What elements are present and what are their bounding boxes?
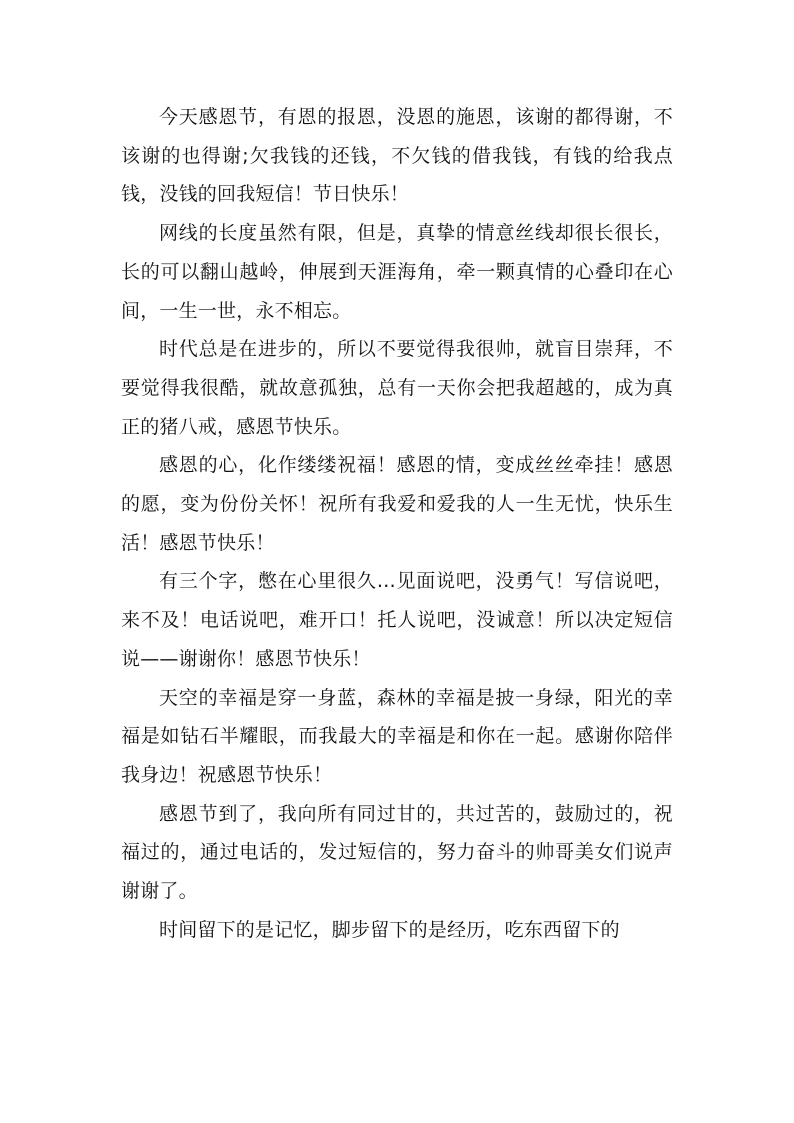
paragraph: 天空的幸福是穿一身蓝，森林的幸福是披一身绿，阳光的幸福是如钻石半耀眼，而我最大的幸福是和你在一起。感谢你陪伴我身边！祝感恩节快乐！ — [121, 686, 673, 786]
document-body — [121, 98, 673, 949]
paragraph: 有三个字，憋在心里很久…见面说吧，没勇气！写信说吧，来不及！电话说吧，难开口！托人说吧，没诚意！所以决定短信说——谢谢你！感恩节快乐！ — [121, 570, 673, 670]
paragraph: 时代总是在进步的，所以不要觉得我很帅，就盲目崇拜，不要觉得我很酷，就故意孤独，总有一天你会把我超越的，成为真正的猪八戒，感恩节快乐。 — [121, 338, 673, 438]
paragraph: 感恩节到了，我向所有同过甘的，共过苦的，鼓励过的，祝福过的，通过电话的，发过短信的，努力奋斗的帅哥美女们说声谢谢了。 — [121, 802, 673, 903]
paragraph: 今天感恩节，有恩的报恩，没恩的施恩，该谢的都得谢，不该谢的也得谢;欠我钱的还钱，不欠钱的借我钱，有钱的给我点钱，没钱的回我短信！节日快乐！ — [121, 106, 673, 206]
paragraph: 时间留下的是记忆，脚步留下的是经历，吃东西留下的 — [159, 918, 620, 941]
paragraph: 感恩的心，化作缕缕祝福！感恩的情，变成丝丝牵挂！感恩的愿，变为份份关怀！祝所有我爱和爱我的人一生无忧，快乐生活！感恩节快乐！ — [121, 454, 673, 554]
paragraph: 网线的长度虽然有限，但是，真挚的情意丝线却很长很长，长的可以翻山越岭，伸展到天涯海角，牵一颗真情的心叠印在心间，一生一世，永不相忘。 — [121, 222, 673, 322]
